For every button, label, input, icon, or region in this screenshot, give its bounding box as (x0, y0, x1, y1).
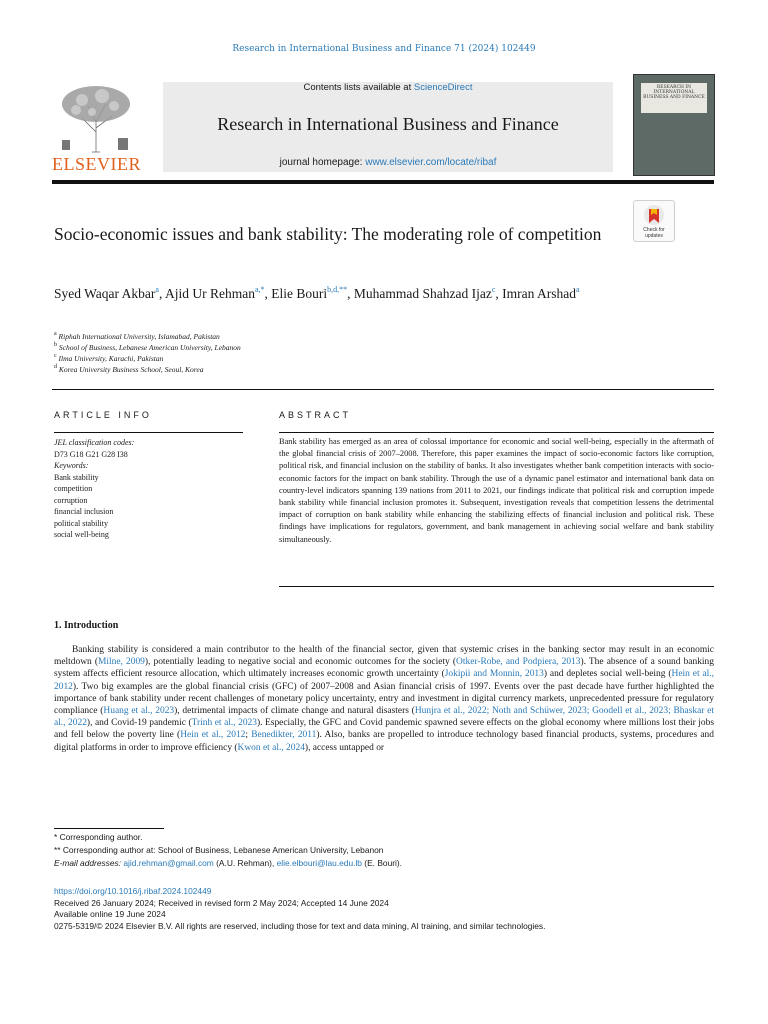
footnotes (54, 831, 714, 870)
email-label: E-mail addresses: (54, 858, 124, 868)
journal-title: Research in International Business and Finance (217, 114, 559, 134)
keyword-item: Bank stability (54, 472, 99, 482)
keywords-label: Keywords: (54, 461, 89, 470)
citation-link[interactable]: Huang et al., 2023 (103, 706, 175, 717)
section-rule (52, 389, 714, 390)
author-name: Imran Arshad (502, 286, 577, 301)
footnote-corresponding-1: * Corresponding author. (54, 832, 143, 842)
affiliation-key: d (54, 364, 57, 370)
affiliation-key: c (54, 353, 57, 359)
citation-link[interactable]: Hein et al., 2012 (54, 669, 714, 692)
keyword-item: political stability (54, 518, 108, 528)
footnote-corresponding-2: ** Corresponding author at: School of Business, Lebanese American University, Lebanon (54, 845, 384, 855)
cover-title: RESEARCH IN INTERNATIONAL BUSINESS AND FINANCE (641, 83, 707, 113)
affiliation-item (54, 342, 614, 353)
intro-text: ). Also, banks are propelled to introduce technology based financial products, systems, procedures and digital platforms in order to improve efficiency ( (54, 730, 714, 753)
citation-link[interactable]: Milne, 2009 (98, 657, 145, 668)
citation-link[interactable]: Kwon et al., 2024 (237, 742, 305, 753)
author-name: Syed Waqar Akbar (54, 286, 156, 301)
affiliation-key: a (54, 331, 57, 337)
keyword-item: competition (54, 484, 93, 493)
article-info-panel (54, 437, 244, 541)
affiliation-text: Korea University Business School, Seoul, Korea (57, 365, 204, 374)
jel-codes: D73 G18 G21 G28 I38 (54, 449, 128, 459)
author-affiliation-marker[interactable]: a (155, 285, 159, 294)
abstract-text: Bank stability has emerged as an area of colossal importance for economic and social well-being, especially in the aftermath of the global financial crisis of 2007–2008. Therefore, this paper examines the impact of socio-economic factors like corruption, political risk, and financial inclusion on the stability of banks. It also investigates whether bank competition interacts with socio-economic factors for the impact on bank stability. Through the use of a dynamic panel estimator and international bank data on country-level indicators spanning 139 nations from 2011 to 2021, our findings indicate that political risk and corruption impede bank stability while financial inclusion promotes it. Subsequent, investigation reveals that competition lessens the detrimental impact of corruption on bank stability while enhancing the stabilizing effects of financial inclusion and political risk. These findings have implications for regulators, government, and bank management in achieving social welfare and bank stability simultaneously. (279, 437, 714, 544)
journal-reference[interactable]: Research in International Business and Finance 71 (2024) 102449 (232, 44, 536, 54)
affiliation-item (54, 353, 614, 364)
article-info-rule (54, 432, 243, 433)
intro-text: ) and depletes social well-being ( (543, 669, 672, 680)
intro-text: ). Two big examples are the global financial crisis (GFC) of 2007–2008 and Asian financial crisis of 1997. Events over the past decade have further highlighted the importance of bank stability under recent challenges of monetary policy uncertainty, entry and investment in digital currency markets, unprecedented pressure for regulatory compliance ( (54, 681, 714, 717)
citation-link[interactable]: Otker-Robe, and Podpiera, 2013 (456, 657, 581, 668)
intro-text: ), access untapped or (304, 742, 385, 753)
author-list: Syed Waqar Akbar$^a$, Ajid Ur Rehman$^{a,*}$, Elie Bouri$^{b,d,**}$, Muhammad Shahzad Ijaz$^c$, Imran Arshad$^a$ (54, 285, 580, 301)
check-for-updates-button[interactable] (633, 200, 675, 242)
article-info-heading: ARTICLE INFO (54, 410, 152, 420)
author-name: Muhammad Shahzad Ijaz (353, 286, 492, 301)
intro-text: ), and Covid-19 pandemic ( (86, 718, 192, 729)
publication-info (54, 886, 714, 932)
doi-link[interactable]: https://doi.org/10.1016/j.ribaf.2024.102449 (54, 886, 212, 896)
journal-homepage-link[interactable]: www.elsevier.com/locate/ribaf (365, 157, 497, 168)
contents-prefix: Contents lists available at (303, 82, 414, 93)
affiliation-text: School of Business, Lebanese American University, Lebanon (57, 343, 241, 352)
intro-text: ), detrimental impacts of climate change and natural disasters ( (174, 706, 415, 717)
jel-label: JEL classification codes: (54, 438, 135, 447)
affiliation-text: Riphah International University, Islamabad, Pakistan (56, 332, 220, 341)
citation-link[interactable]: Jokipii and Monnin, 2013 (444, 669, 544, 680)
intro-text: ). Especially, the GFC and Covid pandemic spawned severe effects on the global economy where millions lost their jobs and fell below the poverty line ( (54, 718, 714, 741)
footnote-rule (54, 828, 164, 829)
journal-homepage-line (163, 157, 613, 168)
introduction-heading: 1. Introduction (54, 620, 119, 631)
intro-text: ; (245, 730, 252, 741)
citation-link[interactable]: Hein et al., 2012 (180, 730, 246, 741)
available-online: Available online 19 June 2024 (54, 909, 166, 919)
affiliation-key: b (54, 342, 57, 348)
abstract-heading: ABSTRACT (279, 410, 352, 420)
email-link-bouri[interactable]: elie.elbouri@lau.edu.lb (276, 858, 362, 868)
email-owner-rehman: (A.U. Rehman), (213, 858, 277, 868)
intro-text: ), potentially leading to negative social and economic outcomes for the society ( (144, 657, 457, 668)
affiliation-item (54, 331, 614, 342)
author-name: Ajid Ur Rehman (164, 286, 255, 301)
author-name: Elie Bouri (271, 286, 328, 301)
received-dates: Received 26 January 2024; Received in revised form 2 May 2024; Accepted 14 June 2024 (54, 897, 389, 908)
homepage-prefix: journal homepage: (279, 157, 366, 168)
author-affiliation-marker[interactable]: b,d,** (327, 285, 348, 294)
check-updates-label: Check for updates (643, 227, 665, 239)
footnote-emails (54, 857, 714, 870)
author-affiliation-marker[interactable]: c (491, 285, 496, 294)
header-rule (52, 180, 714, 184)
keyword-item: corruption (54, 495, 88, 505)
sciencedirect-link[interactable]: ScienceDirect (413, 82, 473, 93)
affiliation-text: Ilma University, Karachi, Pakistan (56, 354, 164, 363)
contents-line (163, 82, 613, 93)
paper-title: Socio-economic issues and bank stability: The moderating role of competition (54, 224, 602, 244)
journal-cover-thumbnail (633, 74, 715, 176)
keyword-item: financial inclusion (54, 507, 114, 516)
copyright-line: 0275-5319/© 2024 Elsevier B.V. All rights are reserved, including those for text and data mining, AI training, and similar technologies. (54, 920, 546, 931)
introduction-paragraph (54, 644, 714, 754)
keyword-item: social well-being (54, 530, 109, 539)
citation-link[interactable]: Trinh et al., 2023 (191, 718, 257, 729)
affiliation-item (54, 364, 614, 375)
intro-text: Banking stability is considered a main contributor to the health of the financial sector, given that systemic crises in the banking sector may result in an economic meltdown ( (54, 645, 714, 668)
email-link-rehman[interactable]: ajid.rehman@gmail.com (123, 858, 214, 868)
author-affiliation-marker[interactable]: a (576, 285, 580, 294)
intro-text: ). The absence of a sound banking system affects efficient resource allocation, which ultimately increases economic growth uncertainty ( (54, 657, 714, 680)
author-affiliation-marker[interactable]: a,* (254, 285, 265, 294)
abstract-end-rule (279, 586, 714, 587)
citation-link[interactable]: Hunjra et al., 2022; Noth and Schüwer, 2023; Goodell et al., 2023; Bhaskar et al., 2022 (54, 706, 714, 729)
keyword-list (54, 472, 244, 541)
affiliation-list (54, 331, 614, 375)
citation-link[interactable]: Benedikter, 2011 (251, 730, 317, 741)
publisher-wordmark: ELSEVIER (52, 154, 141, 174)
email-owner-bouri: (E. Bouri). (361, 858, 403, 868)
abstract-rule (279, 432, 714, 433)
